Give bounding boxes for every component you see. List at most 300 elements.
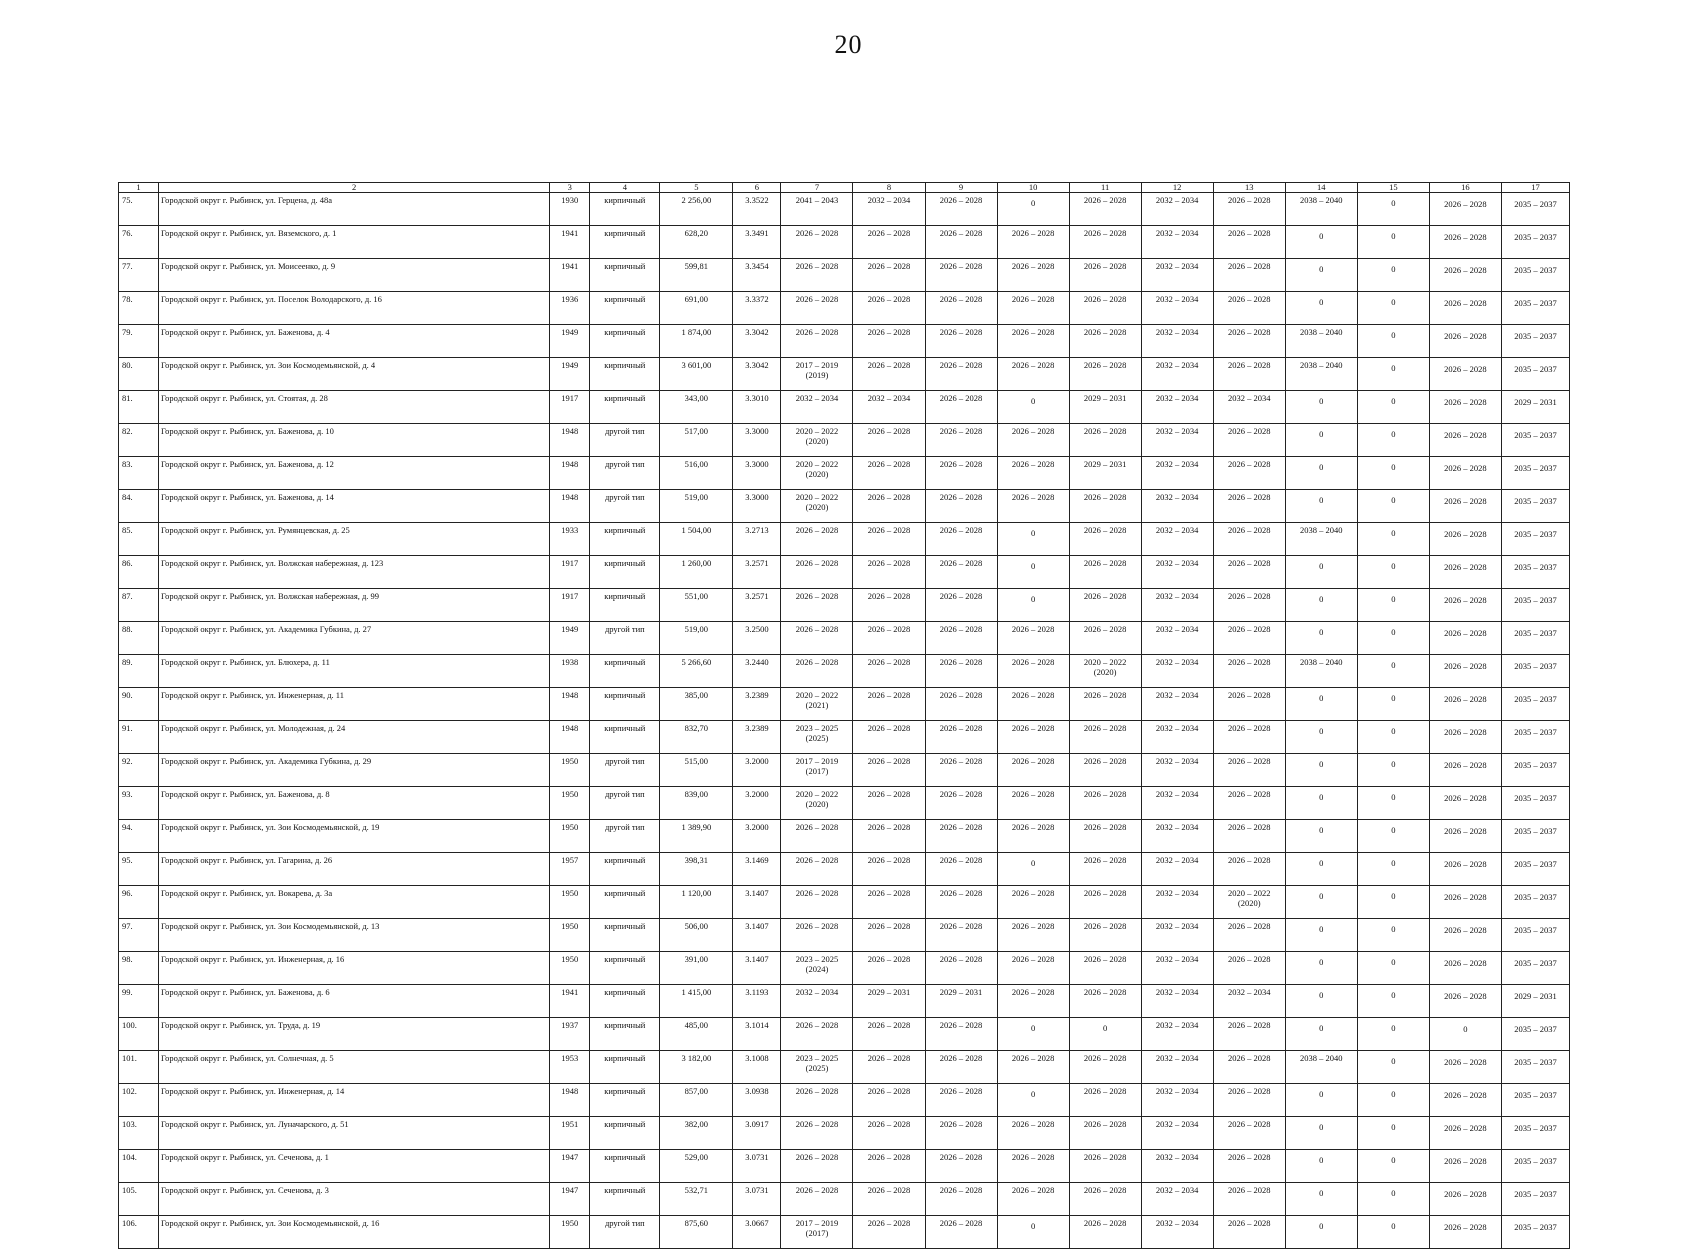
term-col-12-cell: 2032 – 2034 [1141,1051,1213,1084]
term-col-9-cell: 2026 – 2028 [925,886,997,919]
priority-index-cell: 3.2389 [733,721,781,754]
address-cell: Городской округ г. Рыбинск, ул. Вяземского, д. 1 [159,226,550,259]
address-cell: Городской округ г. Рыбинск, ул. Зои Космодемьянской, д. 13 [159,919,550,952]
term-col-14-cell: 2038 – 2040 [1285,655,1357,688]
term-col-7-cell: 2023 – 2025 (2025) [781,1051,853,1084]
term-col-11-cell: 2026 – 2028 [1069,490,1141,523]
table-row [119,952,1570,985]
priority-index-cell: 3.3454 [733,259,781,292]
term-col-8-cell: 2026 – 2028 [853,721,925,754]
address-cell: Городской округ г. Рыбинск, ул. Баженова, д. 4 [159,325,550,358]
total-area-cell: 519,00 [660,622,733,655]
table-row [119,1117,1570,1150]
term-col-12-cell: 2032 – 2034 [1141,325,1213,358]
term-col-17-cell: 2035 – 2037 [1501,853,1569,886]
term-col-16-cell: 2026 – 2028 [1429,226,1501,259]
address-cell: Городской округ г. Рыбинск, ул. Зои Космодемьянской, д. 16 [159,1216,550,1249]
total-area-cell: 506,00 [660,919,733,952]
term-col-12-cell: 2032 – 2034 [1141,1216,1213,1249]
total-area-cell: 398,31 [660,853,733,886]
term-col-8-cell: 2026 – 2028 [853,589,925,622]
term-col-13-cell: 2026 – 2028 [1213,754,1285,787]
row-number-cell: 92. [119,754,159,787]
term-col-14-cell: 0 [1285,556,1357,589]
address-cell: Городской округ г. Рыбинск, ул. Зои Космодемьянской, д. 19 [159,820,550,853]
term-col-14-cell: 2038 – 2040 [1285,193,1357,226]
term-col-12-cell: 2032 – 2034 [1141,1117,1213,1150]
term-col-7-cell: 2026 – 2028 [781,589,853,622]
term-col-15-cell: 0 [1357,787,1429,820]
term-col-16-cell: 2026 – 2028 [1429,688,1501,721]
wall-material-cell: кирпичный [590,358,660,391]
term-col-13-cell: 2026 – 2028 [1213,1183,1285,1216]
term-col-15-cell: 0 [1357,490,1429,523]
term-col-12-cell: 2032 – 2034 [1141,1183,1213,1216]
total-area-cell: 391,00 [660,952,733,985]
term-col-15-cell: 0 [1357,622,1429,655]
term-col-9-cell: 2026 – 2028 [925,1216,997,1249]
year-built-cell: 1957 [550,853,590,886]
row-number-cell: 77. [119,259,159,292]
year-built-cell: 1947 [550,1150,590,1183]
term-col-15-cell: 0 [1357,1150,1429,1183]
term-col-17-cell: 2035 – 2037 [1501,919,1569,952]
year-built-cell: 1917 [550,391,590,424]
term-col-8-cell: 2026 – 2028 [853,1183,925,1216]
term-col-12-cell: 2032 – 2034 [1141,424,1213,457]
wall-material-cell: другой тип [590,754,660,787]
term-col-12-cell: 2032 – 2034 [1141,292,1213,325]
term-col-13-cell: 2026 – 2028 [1213,358,1285,391]
term-col-9-cell: 2026 – 2028 [925,1150,997,1183]
term-col-8-cell: 2026 – 2028 [853,787,925,820]
total-area-cell: 382,00 [660,1117,733,1150]
total-area-cell: 839,00 [660,787,733,820]
column-number-2: 2 [159,183,550,193]
total-area-cell: 529,00 [660,1150,733,1183]
total-area-cell: 517,00 [660,424,733,457]
year-built-cell: 1948 [550,1084,590,1117]
priority-index-cell: 3.0938 [733,1084,781,1117]
total-area-cell: 832,70 [660,721,733,754]
term-col-10-cell: 2026 – 2028 [997,457,1069,490]
wall-material-cell: кирпичный [590,1150,660,1183]
term-col-17-cell: 2035 – 2037 [1501,721,1569,754]
year-built-cell: 1917 [550,556,590,589]
row-number-cell: 96. [119,886,159,919]
term-col-17-cell: 2035 – 2037 [1501,952,1569,985]
term-col-14-cell: 0 [1285,853,1357,886]
term-col-13-cell: 2026 – 2028 [1213,1150,1285,1183]
term-col-11-cell: 2026 – 2028 [1069,358,1141,391]
wall-material-cell: кирпичный [590,226,660,259]
row-number-cell: 81. [119,391,159,424]
term-col-14-cell: 0 [1285,622,1357,655]
term-col-13-cell: 2020 – 2022 (2020) [1213,886,1285,919]
address-cell: Городской округ г. Рыбинск, ул. Инженерная, д. 11 [159,688,550,721]
address-cell: Городской округ г. Рыбинск, ул. Сеченова, д. 3 [159,1183,550,1216]
term-col-12-cell: 2032 – 2034 [1141,490,1213,523]
wall-material-cell: кирпичный [590,853,660,886]
term-col-16-cell: 2026 – 2028 [1429,1216,1501,1249]
term-col-14-cell: 0 [1285,457,1357,490]
term-col-14-cell: 0 [1285,754,1357,787]
term-col-9-cell: 2026 – 2028 [925,457,997,490]
term-col-14-cell: 0 [1285,589,1357,622]
term-col-16-cell: 2026 – 2028 [1429,1051,1501,1084]
row-number-cell: 80. [119,358,159,391]
column-number-11: 11 [1069,183,1141,193]
term-col-9-cell: 2026 – 2028 [925,952,997,985]
column-number-5: 5 [660,183,733,193]
term-col-16-cell: 2026 – 2028 [1429,325,1501,358]
term-col-17-cell: 2035 – 2037 [1501,1018,1569,1051]
term-col-11-cell: 2026 – 2028 [1069,193,1141,226]
term-col-16-cell: 0 [1429,1018,1501,1051]
term-col-9-cell: 2026 – 2028 [925,1084,997,1117]
table-row [119,1018,1570,1051]
wall-material-cell: другой тип [590,622,660,655]
term-col-14-cell: 0 [1285,391,1357,424]
term-col-17-cell: 2035 – 2037 [1501,490,1569,523]
priority-index-cell: 3.1014 [733,1018,781,1051]
term-col-7-cell: 2032 – 2034 [781,391,853,424]
term-col-17-cell: 2035 – 2037 [1501,292,1569,325]
wall-material-cell: кирпичный [590,1051,660,1084]
term-col-14-cell: 2038 – 2040 [1285,1051,1357,1084]
term-col-8-cell: 2026 – 2028 [853,325,925,358]
table-row [119,589,1570,622]
term-col-10-cell: 2026 – 2028 [997,919,1069,952]
column-number-header-row [119,183,1570,193]
term-col-11-cell: 2026 – 2028 [1069,1183,1141,1216]
term-col-15-cell: 0 [1357,952,1429,985]
term-col-7-cell: 2026 – 2028 [781,886,853,919]
term-col-15-cell: 0 [1357,457,1429,490]
term-col-13-cell: 2026 – 2028 [1213,259,1285,292]
table-row [119,820,1570,853]
wall-material-cell: другой тип [590,490,660,523]
term-col-16-cell: 2026 – 2028 [1429,1183,1501,1216]
wall-material-cell: другой тип [590,787,660,820]
term-col-17-cell: 2035 – 2037 [1501,424,1569,457]
priority-index-cell: 3.0667 [733,1216,781,1249]
term-col-12-cell: 2032 – 2034 [1141,358,1213,391]
term-col-17-cell: 2029 – 2031 [1501,985,1569,1018]
table-row [119,259,1570,292]
term-col-8-cell: 2026 – 2028 [853,1216,925,1249]
total-area-cell: 628,20 [660,226,733,259]
wall-material-cell: кирпичный [590,952,660,985]
table-row [119,292,1570,325]
year-built-cell: 1937 [550,1018,590,1051]
term-col-12-cell: 2032 – 2034 [1141,226,1213,259]
total-area-cell: 5 266,60 [660,655,733,688]
term-col-12-cell: 2032 – 2034 [1141,754,1213,787]
priority-index-cell: 3.3042 [733,358,781,391]
row-number-cell: 90. [119,688,159,721]
term-col-9-cell: 2026 – 2028 [925,226,997,259]
term-col-7-cell: 2020 – 2022 (2020) [781,424,853,457]
term-col-13-cell: 2026 – 2028 [1213,523,1285,556]
term-col-9-cell: 2026 – 2028 [925,556,997,589]
row-number-cell: 87. [119,589,159,622]
table-row [119,754,1570,787]
term-col-10-cell: 2026 – 2028 [997,490,1069,523]
term-col-16-cell: 2026 – 2028 [1429,655,1501,688]
address-cell: Городской округ г. Рыбинск, ул. Баженова, д. 14 [159,490,550,523]
term-col-17-cell: 2035 – 2037 [1501,358,1569,391]
priority-index-cell: 3.3522 [733,193,781,226]
term-col-14-cell: 0 [1285,424,1357,457]
term-col-17-cell: 2035 – 2037 [1501,193,1569,226]
term-col-14-cell: 0 [1285,787,1357,820]
term-col-10-cell: 2026 – 2028 [997,886,1069,919]
term-col-8-cell: 2026 – 2028 [853,655,925,688]
term-col-17-cell: 2035 – 2037 [1501,1117,1569,1150]
row-number-cell: 79. [119,325,159,358]
term-col-14-cell: 2038 – 2040 [1285,523,1357,556]
term-col-8-cell: 2026 – 2028 [853,952,925,985]
term-col-10-cell: 2026 – 2028 [997,226,1069,259]
term-col-17-cell: 2035 – 2037 [1501,787,1569,820]
term-col-10-cell: 2026 – 2028 [997,952,1069,985]
term-col-15-cell: 0 [1357,1183,1429,1216]
priority-index-cell: 3.2000 [733,787,781,820]
term-col-7-cell: 2026 – 2028 [781,1183,853,1216]
term-col-16-cell: 2026 – 2028 [1429,886,1501,919]
priority-index-cell: 3.3000 [733,457,781,490]
term-col-8-cell: 2026 – 2028 [853,919,925,952]
term-col-12-cell: 2032 – 2034 [1141,721,1213,754]
term-col-17-cell: 2035 – 2037 [1501,589,1569,622]
priority-index-cell: 3.2000 [733,754,781,787]
term-col-13-cell: 2026 – 2028 [1213,919,1285,952]
term-col-17-cell: 2035 – 2037 [1501,754,1569,787]
total-area-cell: 519,00 [660,490,733,523]
term-col-11-cell: 2026 – 2028 [1069,688,1141,721]
term-col-7-cell: 2026 – 2028 [781,556,853,589]
term-col-9-cell: 2026 – 2028 [925,919,997,952]
term-col-15-cell: 0 [1357,589,1429,622]
priority-index-cell: 3.2500 [733,622,781,655]
term-col-10-cell: 2026 – 2028 [997,754,1069,787]
term-col-9-cell: 2026 – 2028 [925,490,997,523]
priority-index-cell: 3.2713 [733,523,781,556]
term-col-12-cell: 2032 – 2034 [1141,655,1213,688]
term-col-12-cell: 2032 – 2034 [1141,193,1213,226]
term-col-15-cell: 0 [1357,1084,1429,1117]
term-col-12-cell: 2032 – 2034 [1141,523,1213,556]
priority-index-cell: 3.1407 [733,919,781,952]
page-number: 20 [834,30,863,59]
priority-index-cell: 3.3491 [733,226,781,259]
term-col-15-cell: 0 [1357,721,1429,754]
term-col-7-cell: 2026 – 2028 [781,655,853,688]
year-built-cell: 1950 [550,820,590,853]
address-cell: Городской округ г. Рыбинск, ул. Инженерная, д. 16 [159,952,550,985]
wall-material-cell: кирпичный [590,919,660,952]
row-number-cell: 106. [119,1216,159,1249]
term-col-7-cell: 2020 – 2022 (2020) [781,490,853,523]
table-row [119,424,1570,457]
priority-index-cell: 3.2571 [733,556,781,589]
term-col-15-cell: 0 [1357,820,1429,853]
term-col-10-cell: 2026 – 2028 [997,259,1069,292]
term-col-10-cell: 0 [997,1018,1069,1051]
total-area-cell: 515,00 [660,754,733,787]
table-row [119,787,1570,820]
term-col-8-cell: 2026 – 2028 [853,1150,925,1183]
wall-material-cell: кирпичный [590,721,660,754]
term-col-16-cell: 2026 – 2028 [1429,523,1501,556]
row-number-cell: 83. [119,457,159,490]
term-col-10-cell: 0 [997,589,1069,622]
wall-material-cell: кирпичный [590,985,660,1018]
year-built-cell: 1953 [550,1051,590,1084]
term-col-16-cell: 2026 – 2028 [1429,820,1501,853]
table-row [119,721,1570,754]
wall-material-cell: кирпичный [590,523,660,556]
column-number-14: 14 [1285,183,1357,193]
term-col-13-cell: 2026 – 2028 [1213,1084,1285,1117]
column-number-1: 1 [119,183,159,193]
address-cell: Городской округ г. Рыбинск, ул. Вокарева, д. 3а [159,886,550,919]
term-col-8-cell: 2026 – 2028 [853,358,925,391]
term-col-13-cell: 2026 – 2028 [1213,490,1285,523]
address-cell: Городской округ г. Рыбинск, ул. Стоятая, д. 28 [159,391,550,424]
term-col-12-cell: 2032 – 2034 [1141,919,1213,952]
row-number-cell: 84. [119,490,159,523]
term-col-15-cell: 0 [1357,292,1429,325]
term-col-11-cell: 2029 – 2031 [1069,391,1141,424]
priority-index-cell: 3.3010 [733,391,781,424]
term-col-7-cell: 2023 – 2025 (2025) [781,721,853,754]
term-col-8-cell: 2032 – 2034 [853,391,925,424]
term-col-14-cell: 0 [1285,490,1357,523]
term-col-8-cell: 2026 – 2028 [853,556,925,589]
priority-index-cell: 3.1008 [733,1051,781,1084]
total-area-cell: 1 415,00 [660,985,733,1018]
term-col-8-cell: 2032 – 2034 [853,193,925,226]
term-col-8-cell: 2026 – 2028 [853,292,925,325]
total-area-cell: 3 182,00 [660,1051,733,1084]
term-col-17-cell: 2035 – 2037 [1501,1084,1569,1117]
term-col-12-cell: 2032 – 2034 [1141,985,1213,1018]
address-cell: Городской округ г. Рыбинск, ул. Гагарина, д. 26 [159,853,550,886]
term-col-14-cell: 0 [1285,1084,1357,1117]
term-col-8-cell: 2026 – 2028 [853,886,925,919]
term-col-8-cell: 2026 – 2028 [853,424,925,457]
total-area-cell: 2 256,00 [660,193,733,226]
address-cell: Городской округ г. Рыбинск, ул. Луначарского, д. 51 [159,1117,550,1150]
term-col-15-cell: 0 [1357,424,1429,457]
table-row [119,688,1570,721]
wall-material-cell: другой тип [590,820,660,853]
term-col-10-cell: 0 [997,523,1069,556]
term-col-7-cell: 2020 – 2022 (2020) [781,457,853,490]
table-row [119,622,1570,655]
term-col-11-cell: 2026 – 2028 [1069,226,1141,259]
year-built-cell: 1948 [550,688,590,721]
term-col-9-cell: 2026 – 2028 [925,1051,997,1084]
term-col-16-cell: 2026 – 2028 [1429,424,1501,457]
term-col-9-cell: 2026 – 2028 [925,754,997,787]
term-col-8-cell: 2029 – 2031 [853,985,925,1018]
term-col-9-cell: 2026 – 2028 [925,259,997,292]
wall-material-cell: кирпичный [590,193,660,226]
term-col-9-cell: 2026 – 2028 [925,424,997,457]
term-col-10-cell: 0 [997,1084,1069,1117]
term-col-12-cell: 2032 – 2034 [1141,1084,1213,1117]
priority-index-cell: 3.3042 [733,325,781,358]
term-col-16-cell: 2026 – 2028 [1429,292,1501,325]
wall-material-cell: кирпичный [590,688,660,721]
term-col-11-cell: 2020 – 2022 (2020) [1069,655,1141,688]
priority-index-cell: 3.1193 [733,985,781,1018]
table-row [119,853,1570,886]
term-col-10-cell: 2026 – 2028 [997,688,1069,721]
year-built-cell: 1950 [550,754,590,787]
wall-material-cell: кирпичный [590,391,660,424]
total-area-cell: 485,00 [660,1018,733,1051]
term-col-17-cell: 2035 – 2037 [1501,820,1569,853]
column-number-15: 15 [1357,183,1429,193]
term-col-11-cell: 2026 – 2028 [1069,1084,1141,1117]
term-col-9-cell: 2026 – 2028 [925,1117,997,1150]
term-col-11-cell: 2026 – 2028 [1069,919,1141,952]
year-built-cell: 1950 [550,787,590,820]
term-col-10-cell: 0 [997,556,1069,589]
term-col-9-cell: 2026 – 2028 [925,655,997,688]
wall-material-cell: другой тип [590,1216,660,1249]
term-col-7-cell: 2026 – 2028 [781,325,853,358]
address-cell: Городской округ г. Рыбинск, ул. Моисеенко, д. 9 [159,259,550,292]
row-number-cell: 102. [119,1084,159,1117]
term-col-14-cell: 0 [1285,721,1357,754]
term-col-13-cell: 2026 – 2028 [1213,556,1285,589]
term-col-7-cell: 2026 – 2028 [781,1018,853,1051]
term-col-12-cell: 2032 – 2034 [1141,391,1213,424]
term-col-10-cell: 2026 – 2028 [997,325,1069,358]
table-row [119,226,1570,259]
term-col-10-cell: 2026 – 2028 [997,1183,1069,1216]
term-col-16-cell: 2026 – 2028 [1429,787,1501,820]
column-number-6: 6 [733,183,781,193]
table-row [119,919,1570,952]
term-col-11-cell: 2026 – 2028 [1069,622,1141,655]
term-col-14-cell: 0 [1285,985,1357,1018]
term-col-10-cell: 2026 – 2028 [997,1150,1069,1183]
total-area-cell: 599,81 [660,259,733,292]
table-row [119,1051,1570,1084]
column-number-10: 10 [997,183,1069,193]
term-col-17-cell: 2035 – 2037 [1501,622,1569,655]
term-col-17-cell: 2035 – 2037 [1501,655,1569,688]
table-row [119,556,1570,589]
table-row [119,325,1570,358]
table-row [119,1216,1570,1249]
term-col-16-cell: 2026 – 2028 [1429,358,1501,391]
address-cell: Городской округ г. Рыбинск, ул. Волжская набережная, д. 99 [159,589,550,622]
term-col-14-cell: 2038 – 2040 [1285,325,1357,358]
term-col-10-cell: 2026 – 2028 [997,655,1069,688]
term-col-8-cell: 2026 – 2028 [853,523,925,556]
term-col-16-cell: 2026 – 2028 [1429,556,1501,589]
term-col-14-cell: 0 [1285,820,1357,853]
term-col-17-cell: 2035 – 2037 [1501,556,1569,589]
term-col-9-cell: 2026 – 2028 [925,358,997,391]
